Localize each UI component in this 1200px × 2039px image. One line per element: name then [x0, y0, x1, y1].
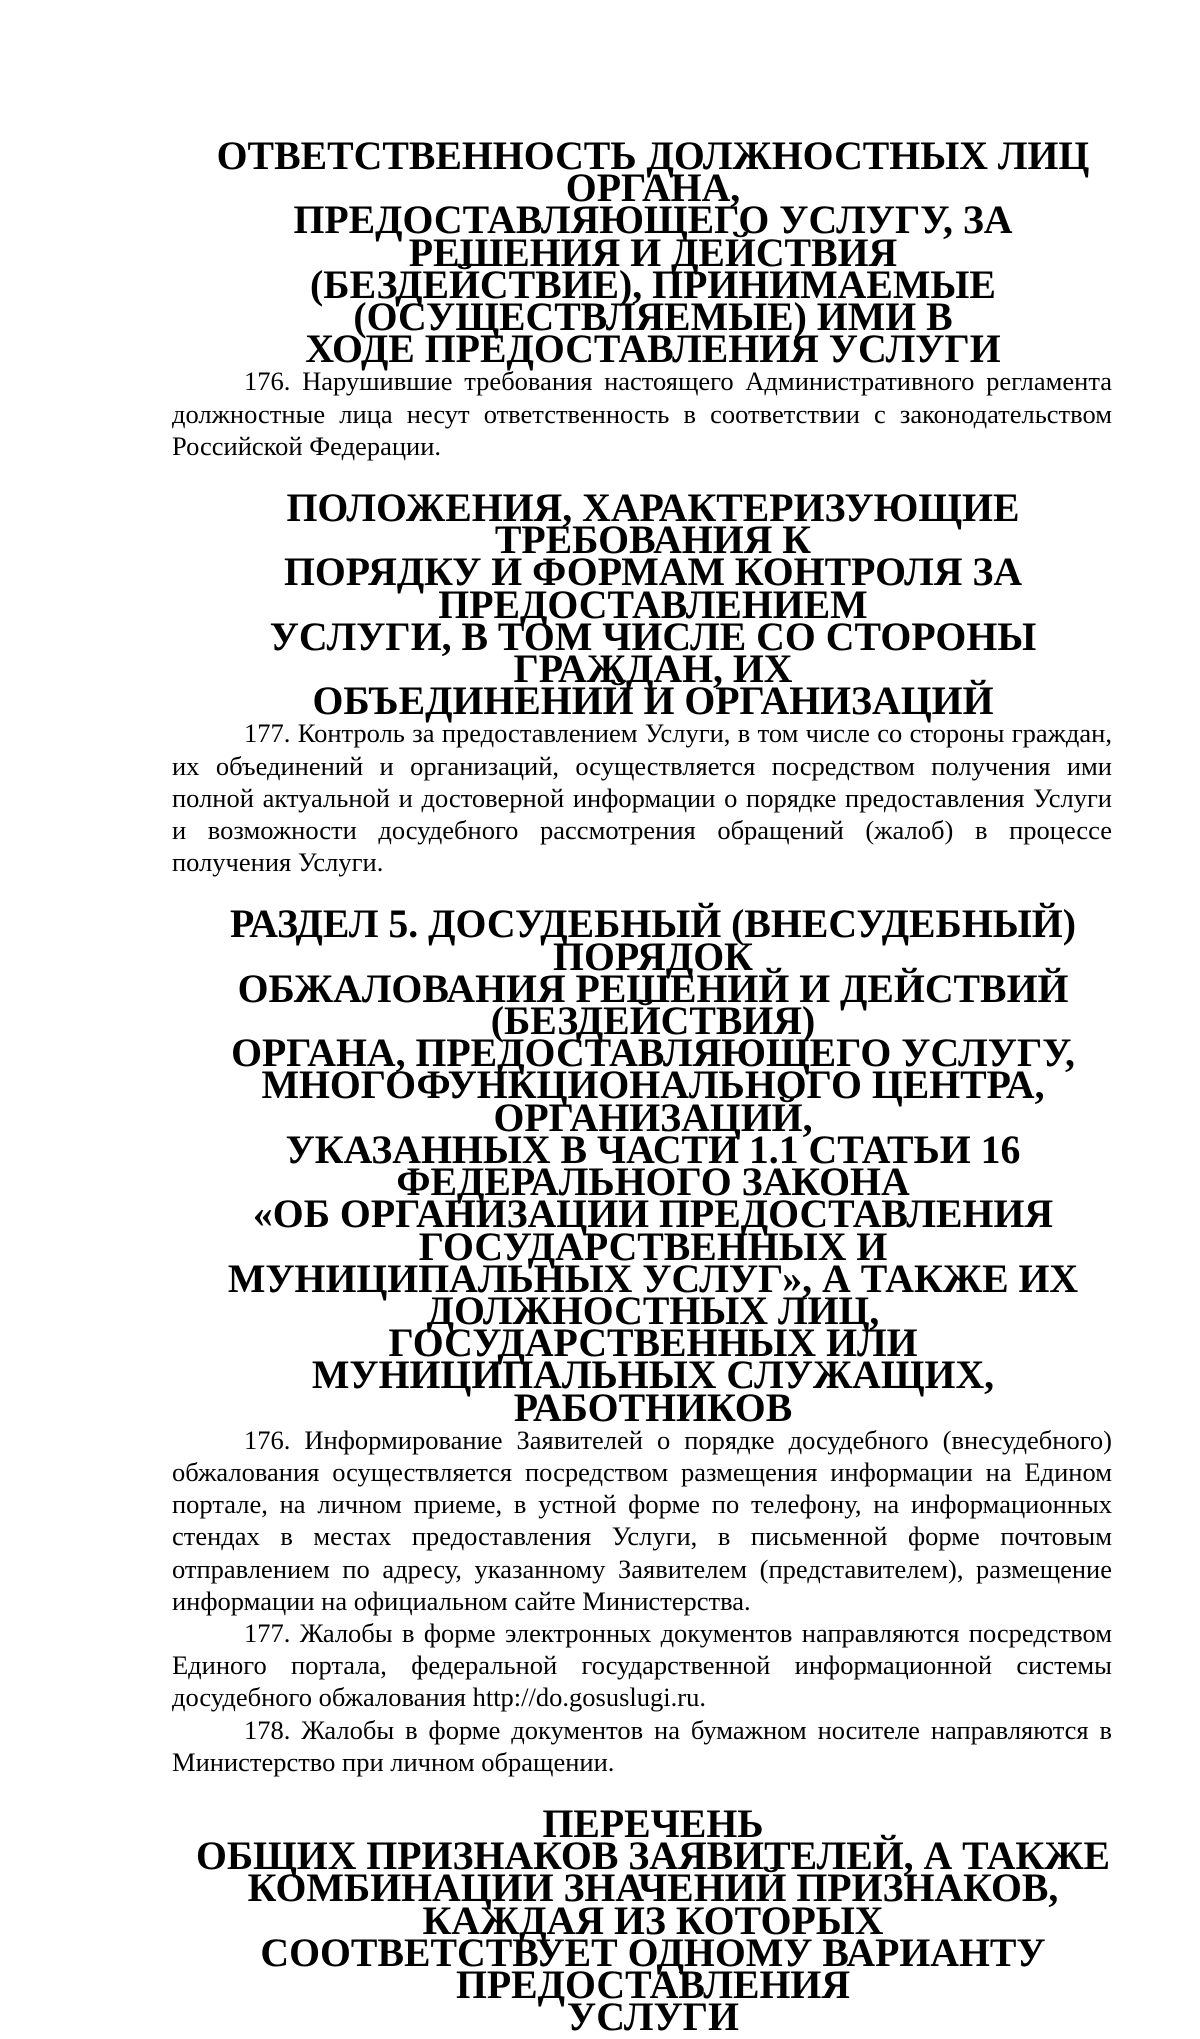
section-heading: [172, 902, 1112, 1430]
section-heading: [172, 1801, 1112, 2039]
heading-line: (БЕЗДЕЙСТВИЕ), ПРИНИМАЕМЫЕ (ОСУЩЕСТВЛЯЕМЫЕ) ИМИ В: [310, 262, 996, 340]
section-heading: [172, 134, 1112, 372]
heading-line: УСЛУГИ, В ТОМ ЧИСЛЕ СО СТОРОНЫ ГРАЖДАН, ИХ: [269, 614, 1037, 692]
section-official-responsibility: [172, 134, 1112, 462]
paragraph-176: 176. Нарушившие требования настоящего Административного регламента должностные лица несут ответственность в соответствии с законодательством Российской Федерации.: [172, 366, 1112, 461]
section-heading: [172, 486, 1112, 724]
heading-line: ОБЖАЛОВАНИЯ РЕШЕНИЙ И ДЕЙСТВИЙ (БЕЗДЕЙСТВИЯ): [237, 966, 1069, 1044]
heading-line: СООТВЕТСТВУЕТ ОДНОМУ ВАРИАНТУ ПРЕДОСТАВЛЕНИЯ: [260, 1930, 1046, 2007]
heading-line: ГОСУДАРСТВЕННЫХ ИЛИ МУНИЦИПАЛЬНЫХ СЛУЖАЩИХ,: [311, 1321, 995, 1398]
heading-line: УКАЗАННЫХ В ЧАСТИ 1.1 СТАТЬИ 16 ФЕДЕРАЛЬНОГО ЗАКОНА: [285, 1127, 1021, 1205]
section-pretrial-appeal: [172, 902, 1112, 1777]
heading-line: ОТВЕТСТВЕННОСТЬ ДОЛЖНОСТНЫХ ЛИЦ ОРГАНА,: [216, 134, 1090, 211]
heading-line: ОРГАНА, ПРЕДОСТАВЛЯЮЩЕГО УСЛУГУ,: [231, 1031, 1075, 1076]
heading-line: ПЕРЕЧЕНЬ: [542, 1801, 764, 1846]
paragraph-178-paper-complaints: 178. Жалобы в форме документов на бумажном носителе направляются в Министерство при личном обращении.: [172, 1714, 1112, 1777]
heading-line: ПОРЯДКУ И ФОРМАМ КОНТРОЛЯ ЗА ПРЕДОСТАВЛЕНИЕМ: [283, 550, 1023, 627]
heading-line: ХОДЕ ПРЕДОСТАВЛЕНИЯ УСЛУГИ: [305, 327, 1001, 372]
heading-line: ПРЕДОСТАВЛЯЮЩЕГО УСЛУГУ, ЗА РЕШЕНИЯ И ДЕЙСТВИЯ: [293, 198, 1013, 275]
heading-line: ОБЪЕДИНЕНИЙ И ОРГАНИЗАЦИЙ: [312, 679, 994, 724]
heading-line: КОМБИНАЦИИ ЗНАЧЕНИЙ ПРИЗНАКОВ, КАЖДАЯ ИЗ КОТОРЫХ: [247, 1866, 1059, 1943]
heading-line: УСЛУГИ: [567, 1995, 739, 2039]
paragraph-177: 177. Контроль за предоставлением Услуги, в том числе со стороны граждан, их объединений и организаций, осуществляется посредством получения ими полной актуальной и достоверной информации о порядке предоставления Услуги и возможности досудебного рассмотрения обращений (жалоб) в процессе получения Услуги.: [172, 718, 1112, 878]
heading-line: МНОГОФУНКЦИОНАЛЬНОГО ЦЕНТРА, ОРГАНИЗАЦИЙ,: [261, 1063, 1045, 1140]
heading-line: ПОЛОЖЕНИЯ, ХАРАКТЕРИЗУЮЩИЕ ТРЕБОВАНИЯ К: [286, 486, 1020, 563]
heading-line: РАЗДЕЛ 5. ДОСУДЕБНЫЙ (ВНЕСУДЕБНЫЙ) ПОРЯДОК: [230, 902, 1076, 979]
paragraph-176-informing: 176. Информирование Заявителей о порядке досудебного (внесудебного) обжалования осуществляется посредством размещения информации на Едином портале, на личном приеме, в устной форме по телефону, на информационных стендах в местах предоставления Услуги, в письменной форме почтовым отправлением по адресу, указанному Заявителем (представителем), размещение информации на официальном сайте Министерства.: [172, 1424, 1112, 1616]
document-page: [172, 134, 1112, 2039]
heading-line: МУНИЦИПАЛЬНЫХ УСЛУГ», А ТАКЖЕ ИХ ДОЛЖНОСТНЫХ ЛИЦ,: [227, 1256, 1079, 1333]
heading-line: РАБОТНИКОВ: [513, 1385, 793, 1430]
section-control-requirements: [172, 486, 1112, 878]
section-applicant-features-list: [172, 1801, 1112, 2039]
paragraph-177-electronic-complaints: 177. Жалобы в форме электронных документов направляются посредством Единого портала, федеральной государственной информационной системы досудебного обжалования http://do.gosuslugi.ru.: [172, 1617, 1112, 1713]
heading-line: ОБЩИХ ПРИЗНАКОВ ЗАЯВИТЕЛЕЙ, А ТАКЖЕ: [195, 1834, 1111, 1879]
heading-line: «ОБ ОРГАНИЗАЦИИ ПРЕДОСТАВЛЕНИЯ ГОСУДАРСТВЕННЫХ И: [252, 1192, 1054, 1269]
